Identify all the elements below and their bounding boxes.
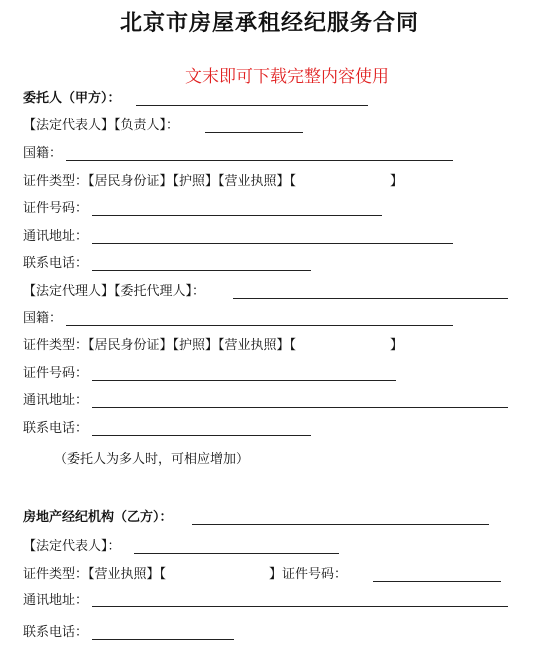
party-a-id-number-row [23,200,88,218]
party-a-phone-blank[interactable] [92,270,311,271]
agent-id-type-row [23,337,296,355]
party-b-id-number-row [269,566,347,584]
party-b-id-type-row [23,566,166,584]
agent-address-row [23,392,88,410]
agent-nationality-row [23,310,62,328]
agent-id-type-close: 】 [390,338,404,353]
agent-heading: 【法定代理人】【委托代理人】： [23,284,206,299]
party-a-address-row [23,228,88,246]
agent-nationality-blank[interactable] [66,325,453,326]
download-note: 文末即可下载完整内容使用 [185,67,389,87]
party-a-id-number-label: 证件号码： [23,201,89,216]
agent-nationality-label: 国籍： [23,311,63,326]
agent-id-number-blank[interactable] [92,380,396,381]
document-title: 北京市房屋承租经纪服务合同 [119,11,419,36]
agent-heading-row [23,283,205,301]
agent-id-number-row [23,365,88,383]
party-b-id-number-label: 】证件号码： [269,567,348,582]
party-b-id-type-label: 证件类型：【营业执照】【 [23,567,167,582]
party-a-nationality-blank[interactable] [66,160,453,161]
party-a-id-type-label: 证件类型：【居民身份证】【护照】【营业执照】【 [23,174,297,189]
party-b-phone-row [23,624,88,642]
party-a-name-blank[interactable] [136,105,368,106]
party-b-phone-blank[interactable] [92,639,234,640]
agent-phone-label: 联系电话： [23,421,89,436]
agent-address-blank[interactable] [92,407,508,408]
agent-phone-row [23,420,88,438]
party-b-address-blank[interactable] [92,606,508,607]
multi-party-note: （委托人为多人时，可相应增加） [54,452,250,467]
party-b-legal-rep-blank[interactable] [134,553,339,554]
party-a-legal-rep-label: 【法定代表人】【负责人】： [23,118,180,133]
party-b-heading-row [23,509,173,527]
agent-address-label: 通讯地址： [23,393,89,408]
party-a-id-type-row [23,173,296,191]
party-a-phone-label: 联系电话： [23,256,89,271]
party-a-phone-row [23,255,88,273]
party-a-heading-row [23,90,121,108]
party-a-address-label: 通讯地址： [23,229,89,244]
agent-id-number-label: 证件号码： [23,366,89,381]
party-a-legal-rep-row [23,117,179,135]
agent-phone-blank[interactable] [92,435,311,436]
party-b-heading: 房地产经纪机构（乙方）： [23,510,173,525]
party-b-name-blank[interactable] [192,524,489,525]
party-a-heading: 委托人（甲方）： [23,91,121,106]
party-b-address-label: 通讯地址： [23,593,89,608]
agent-name-blank[interactable] [233,298,508,299]
agent-id-type-label: 证件类型：【居民身份证】【护照】【营业执照】【 [23,338,297,353]
party-b-legal-rep-row [23,538,121,556]
party-a-id-number-blank[interactable] [92,215,382,216]
party-a-address-blank[interactable] [92,243,453,244]
party-a-legal-rep-blank[interactable] [205,132,303,133]
party-a-nationality-row [23,145,62,163]
party-b-address-row [23,592,88,610]
party-b-phone-label: 联系电话： [23,625,89,640]
party-b-id-number-blank[interactable] [373,581,501,582]
party-b-legal-rep-label: 【法定代表人】： [23,539,121,554]
party-a-nationality-label: 国籍： [23,146,63,161]
party-a-id-type-close: 】 [390,174,404,189]
